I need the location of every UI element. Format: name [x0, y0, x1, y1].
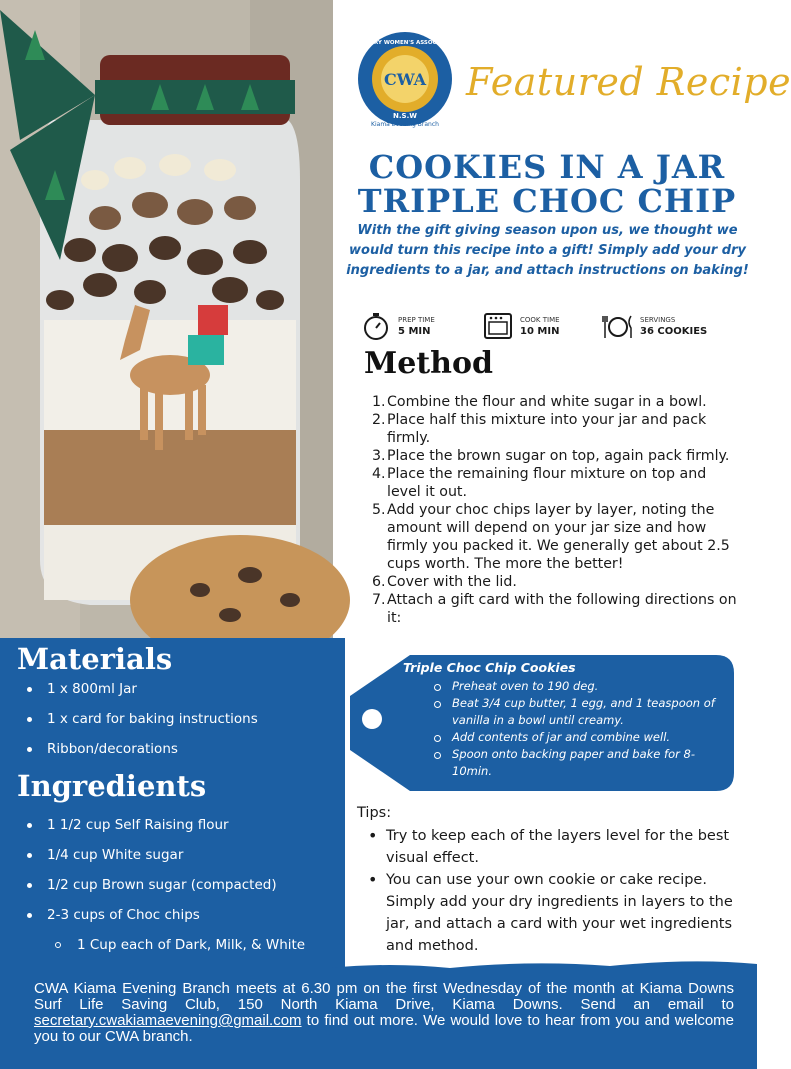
tip-item: • You can use your own cookie or cake recipe. Simply add your dry ingredients in layers to the jar, and attach a card with your wet ingredients and method. [368, 869, 746, 957]
recipe-title-line2: TRIPLE CHOC CHIP [357, 182, 737, 220]
plate-cutlery-icon [602, 310, 634, 342]
prep-time-value: 5 MIN [398, 325, 431, 337]
servings-label: SERVINGS [640, 315, 676, 324]
material-item: Ribbon/decorations [25, 740, 345, 770]
cookie-jar-illustration [0, 0, 333, 638]
method-step-text: Add your choc chips layer by layer, noting the amount will depend on your jar size and how firmly you packed it. We generally get about 2.5 cups worth. The more the better! [387, 502, 730, 572]
footer-email-link[interactable]: secretary.cwakiamaevening@gmail.com [34, 1012, 302, 1029]
ingredient-item: 2-3 cups of Choc chips [25, 906, 345, 936]
method-step: 5. Add your choc chips layer by layer, noting the amount will depend on your jar size and how firmly you packed it. We generally get about 2.5 cups worth. The more the better! [372, 502, 730, 572]
tips-heading: Tips: [357, 805, 392, 821]
method-step: 6. Cover with the lid. [372, 574, 517, 590]
cwa-emblem-icon [352, 30, 458, 128]
tag-direction: Preheat oven to 190 deg. [434, 678, 726, 695]
ingredients-heading: Ingredients [17, 769, 207, 803]
footer-text-before: CWA Kiama Evening Branch meets at 6.30 pm on the first Wednesday of the month at Kiama Downs Surf Life Saving Club, 150 North Kiama Drive, Kiama Downs. Send an email to [34, 980, 734, 1013]
method-step-text: Combine the flour and white sugar in a bowl. [387, 394, 707, 410]
cwa-logo [352, 30, 458, 128]
method-step-text: Place half this mixture into your jar and pack firmly. [387, 412, 707, 446]
ingredients-list [25, 816, 345, 966]
stat-prep-time [360, 308, 435, 344]
recipe-stats [360, 308, 750, 344]
recipe-title-line1: COOKIES IN A JAR [368, 148, 726, 186]
ingredient-item: 1/2 cup Brown sugar (compacted) [25, 876, 345, 906]
method-step: 4. Place the remaining flour mixture on top and level it out. [372, 466, 707, 500]
cook-time-label: COOK TIME [520, 315, 560, 324]
prep-time-label: PREP TIME [398, 315, 435, 324]
ingredient-sub-item: 1 Cup each of Dark, Milk, & White [25, 936, 345, 966]
stat-cook-time [482, 308, 560, 344]
materials-heading: Materials [17, 642, 173, 676]
featured-recipe-label: Featured Recipe [466, 60, 791, 104]
servings-value: 36 COOKIES [640, 325, 708, 337]
footer-text [34, 981, 734, 1045]
method-heading: Method [364, 346, 493, 381]
tag-direction: Add contents of jar and combine well. [434, 729, 726, 746]
materials-list [25, 680, 345, 770]
tip-item: • Try to keep each of the layers level for the best visual effect. [368, 825, 746, 869]
tag-hole-icon [362, 709, 382, 729]
tips-list [368, 825, 746, 957]
logo-ring-bottom: N.S.W [393, 112, 417, 120]
stat-servings [602, 308, 707, 344]
method-step: 7. Attach a gift card with the following directions on it: [372, 592, 737, 626]
method-step-text: Place the brown sugar on top, again pack firmly. [387, 448, 730, 464]
method-step: 2. Place half this mixture into your jar and pack firmly. [372, 412, 707, 446]
ingredient-item: 1/4 cup White sugar [25, 846, 345, 876]
method-step-text: Place the remaining flour mixture on top and level it out. [387, 466, 707, 500]
tag-direction: Beat 3/4 cup butter, 1 egg, and 1 teaspoon of vanilla in a bowl until creamy. [434, 695, 726, 729]
method-step-text: Attach a gift card with the following directions on it: [387, 592, 737, 626]
material-item: 1 x card for baking instructions [25, 710, 345, 740]
logo-monogram: CWA [383, 70, 427, 89]
tag-direction: Spoon onto backing paper and bake for 8-10min. [434, 746, 726, 780]
stopwatch-icon [360, 310, 392, 342]
cookie-jar-photo [0, 0, 333, 638]
tag-title: Triple Choc Chip Cookies [403, 660, 576, 675]
logo-ring-top: COUNTRY WOMEN'S ASSOCIATION [352, 40, 458, 46]
method-list [372, 393, 742, 627]
material-item: 1 x 800ml Jar [25, 680, 345, 710]
method-step-text: Cover with the lid. [387, 574, 517, 590]
recipe-intro: With the gift giving season upon us, we thought we would turn this recipe into a gift! Simply add your dry ingredients to a jar, and attach instructions on baking! [346, 223, 749, 278]
footer-text-after: to find out more. We would love to hear from you and welcome you to our CWA branch. [34, 1012, 734, 1045]
gift-tag [350, 655, 734, 791]
method-step: 3. Place the brown sugar on top, again pack firmly. [372, 448, 730, 464]
tag-directions [434, 678, 726, 780]
oven-icon [482, 310, 514, 342]
logo-branch: Kiama Evening Branch [371, 121, 439, 128]
ingredient-item: 1 1/2 cup Self Raising flour [25, 816, 345, 846]
method-step: 1. Combine the flour and white sugar in a bowl. [372, 394, 707, 410]
cook-time-value: 10 MIN [520, 325, 560, 337]
